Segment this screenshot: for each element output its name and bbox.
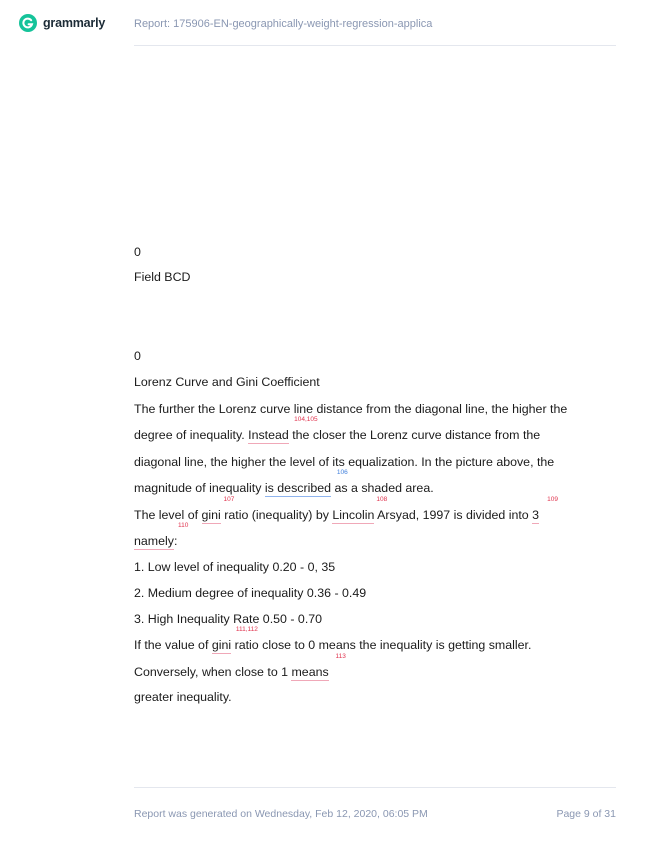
report-generated-date: Report was generated on Wednesday, Feb 12, 2020, 06:05 PM — [134, 808, 428, 820]
issue-marker: 104,105 — [294, 416, 318, 423]
issue-marker: 110 — [178, 522, 189, 529]
field-label: Field BCD — [134, 270, 191, 284]
value-zero-2: 0 — [134, 349, 141, 363]
issue-gini-2[interactable]: gini 111,112 — [211, 626, 258, 652]
issue-marker: 113 — [335, 653, 346, 660]
report-title: Report: 175906-EN-geographically-weight-regression-applica — [134, 18, 433, 30]
issue-instead[interactable]: Instead 104,105 — [248, 416, 318, 442]
header-divider — [134, 45, 616, 46]
section-heading: Lorenz Curve and Gini Coefficient — [134, 375, 320, 389]
paragraph-line: Conversely, when close to 1 means 113 — [134, 653, 346, 679]
paragraph-line: If the value of gini 111,112 ratio close to 0 means the inequality is getting smaller. — [134, 626, 532, 652]
logo-wordmark: grammarly — [43, 16, 106, 30]
issue-means[interactable]: means 113 — [291, 653, 346, 679]
issue-is-described[interactable]: is described 106 — [264, 469, 348, 495]
paragraph-line: greater inequality. — [134, 690, 232, 704]
paragraph-line: degree of inequality. Instead 104,105 the closer the Lorenz curve distance from the — [134, 416, 541, 442]
issue-three[interactable]: 3 109 — [532, 496, 558, 522]
issue-gini[interactable]: gini 107 — [201, 496, 235, 522]
issue-namely[interactable]: namely 110 — [134, 522, 189, 548]
issue-marker: 108 — [376, 496, 388, 503]
paragraph-line: The level of gini 107 ratio (inequality) by Lincolin 108 Arsyad, 1997 is divided into 3 109 — [134, 496, 558, 522]
grammarly-g-icon — [19, 14, 37, 32]
page-number: Page 9 of 31 — [556, 808, 616, 820]
list-item: 1. Low level of inequality 0.20 - 0, 35 — [134, 560, 336, 574]
paragraph-line: magnitude of inequality is described 106 as a shaded area. — [134, 469, 434, 495]
footer-divider — [134, 787, 616, 788]
issue-marker: 111,112 — [235, 626, 258, 633]
grammarly-logo — [19, 14, 105, 32]
paragraph-line: namely 110 : — [134, 522, 189, 548]
issue-lincolin[interactable]: Lincolin 108 — [332, 496, 388, 522]
paragraph-line: diagonal line, the higher the level of its equalization. In the picture above, the — [134, 455, 555, 469]
issue-marker: 109 — [547, 496, 558, 503]
paragraph-line: The further the Lorenz curve line distance from the diagonal line, the higher the — [134, 402, 568, 416]
value-zero: 0 — [134, 245, 141, 259]
issue-marker: 107 — [223, 496, 235, 503]
issue-marker: 106 — [336, 469, 348, 476]
list-item: 3. High Inequality Rate 0.50 - 0.70 — [134, 612, 323, 626]
report-header — [0, 0, 650, 48]
list-item: 2. Medium degree of inequality 0.36 - 0.49 — [134, 586, 367, 600]
